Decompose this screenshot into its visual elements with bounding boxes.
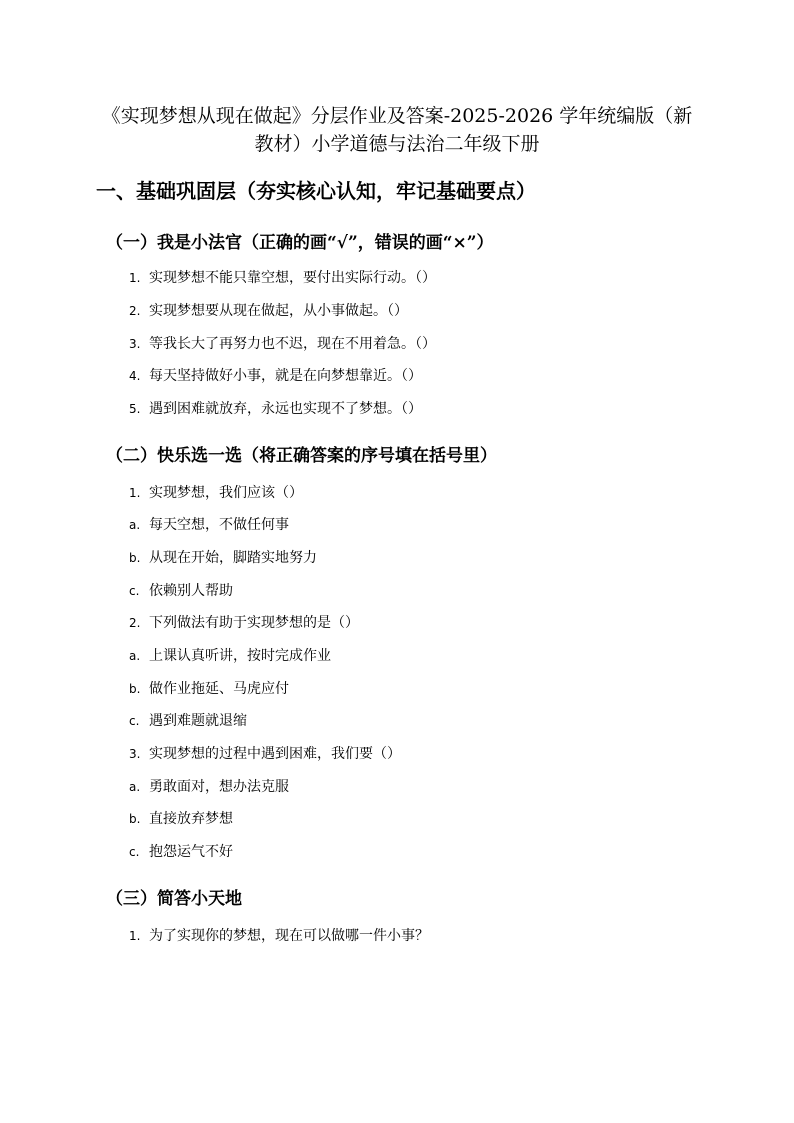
item-number: 3. — [129, 337, 141, 351]
choice-option — [129, 776, 289, 798]
option-text: 上课认真听讲，按时完成作业 — [149, 648, 331, 664]
option-label: a. — [129, 518, 141, 532]
option-text: 每天空想，不做任何事 — [149, 517, 289, 533]
choice-option — [129, 710, 247, 732]
option-label: c. — [129, 845, 140, 859]
choice-option — [129, 808, 233, 830]
judge-item — [129, 365, 422, 387]
judge-item — [129, 398, 422, 420]
title-line-2: 教材）小学道德与法治二年级下册 — [254, 133, 540, 155]
choice-option — [129, 645, 331, 667]
short-answer-item — [129, 925, 429, 947]
part2-heading: （二）快乐选一选（将正确答案的序号填在括号里） — [106, 446, 497, 466]
option-label: c. — [129, 584, 140, 598]
item-number: 1. — [129, 929, 141, 943]
title-line-1: 《实现梦想从现在做起》分层作业及答案-2025-2026 学年统编版（新 — [101, 105, 693, 127]
option-label: b. — [129, 551, 141, 565]
option-text: 勇敢面对，想办法克服 — [149, 779, 289, 795]
item-text: 实现梦想不能只靠空想，要付出实际行动。（） — [149, 270, 436, 286]
part3-heading: （三）简答小天地 — [106, 889, 242, 909]
option-label: a. — [129, 649, 141, 663]
choice-option — [129, 841, 233, 863]
item-number: 5. — [129, 402, 141, 416]
choice-question — [129, 612, 359, 634]
item-text: 实现梦想要从现在做起，从小事做起。（） — [149, 303, 408, 319]
question-number: 2. — [129, 616, 141, 630]
item-number: 4. — [129, 369, 141, 383]
judge-item — [129, 267, 436, 289]
item-number: 2. — [129, 304, 141, 318]
option-text: 做作业拖延、马虎应付 — [149, 681, 289, 697]
judge-item — [129, 333, 436, 355]
choice-question — [129, 482, 303, 504]
choice-option — [129, 580, 233, 602]
question-text: 实现梦想的过程中遇到困难，我们要（） — [149, 746, 401, 762]
option-text: 遇到难题就退缩 — [149, 713, 247, 729]
question-text: 下列做法有助于实现梦想的是（） — [149, 615, 359, 631]
choice-question — [129, 743, 401, 765]
item-text: 遇到困难就放弃，永远也实现不了梦想。（） — [149, 401, 422, 417]
question-text: 实现梦想，我们应该（） — [149, 485, 303, 501]
option-label: b. — [129, 812, 141, 826]
choice-option — [129, 514, 289, 536]
option-label: a. — [129, 780, 141, 794]
choice-option — [129, 547, 317, 569]
option-label: b. — [129, 682, 141, 696]
item-text: 为了实现你的梦想，现在可以做哪一件小事？ — [149, 928, 429, 944]
document-title — [90, 102, 704, 158]
option-label: c. — [129, 714, 140, 728]
item-text: 每天坚持做好小事，就是在向梦想靠近。（） — [149, 368, 422, 384]
item-text: 等我长大了再努力也不迟，现在不用着急。（） — [149, 336, 436, 352]
part1-heading: （一）我是小法官（正确的画“√”，错误的画“×”） — [106, 233, 494, 253]
option-text: 直接放弃梦想 — [149, 811, 233, 827]
choice-option — [129, 678, 289, 700]
option-text: 依赖别人帮助 — [149, 583, 233, 599]
judge-item — [129, 300, 408, 322]
question-number: 3. — [129, 747, 141, 761]
question-number: 1. — [129, 486, 141, 500]
option-text: 从现在开始，脚踏实地努力 — [149, 550, 317, 566]
item-number: 1. — [129, 271, 141, 285]
section-heading-basic: 一、基础巩固层（夯实核心认知，牢记基础要点） — [96, 179, 536, 203]
option-text: 抱怨运气不好 — [149, 844, 233, 860]
